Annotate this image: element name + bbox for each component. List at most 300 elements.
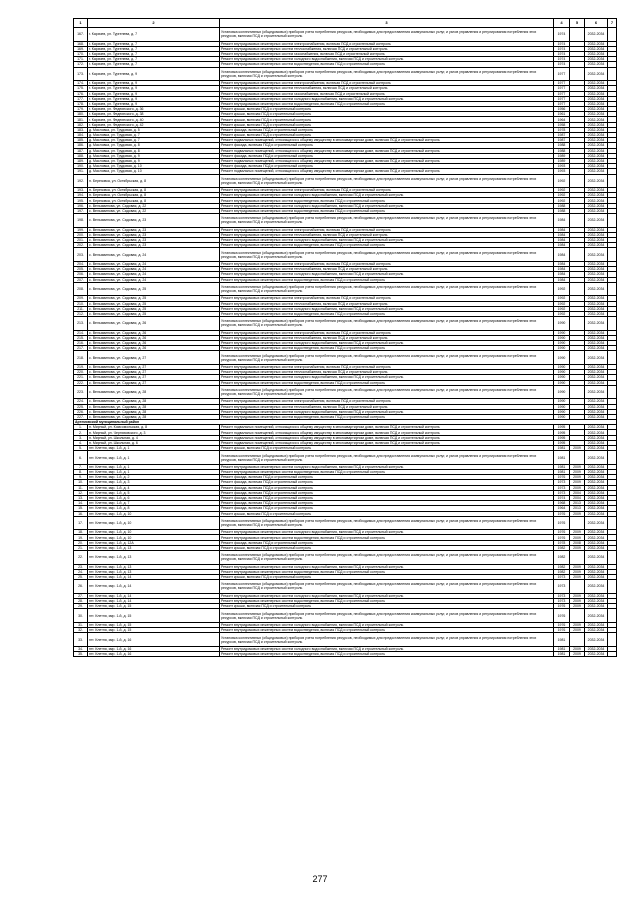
- address-cell: пгт. Клетня, мкр. 1-й, д. 1: [88, 470, 220, 475]
- work-type-cell: Ремонт внутридомовых инженерных систем водоотведения, включая ПСД и строительный контроль: [220, 346, 554, 351]
- planned-period-cell: 2032-2034: [585, 96, 608, 101]
- planned-period-cell: 2032-2034: [585, 67, 608, 81]
- planned-period-cell: 2032-2034: [585, 127, 608, 132]
- year-built-cell: 1973: [554, 485, 570, 490]
- work-type-cell: Установка коллективных (общедомовых) приборов учета потребления ресурсов, необходимых для предоставления коммунальных услуг, и узлов управления и регулирования потребления этих ресурсов, включая ПСД и строительный контроль: [220, 351, 554, 365]
- last-repair-year-cell: [570, 516, 585, 530]
- planned-period-cell: 2032-2034: [585, 435, 608, 440]
- last-repair-year-cell: 2013: [570, 501, 585, 506]
- planned-period-cell: 2032-2034: [585, 490, 608, 495]
- work-type-cell: Ремонт внутридомовых инженерных систем водоотведения, включая ПСД и строительный контроль: [220, 380, 554, 385]
- last-repair-year-cell: 2004: [570, 495, 585, 500]
- row-number: 190.: [74, 164, 88, 169]
- work-type-cell: Установка коллективных (общедомовых) приборов учета потребления ресурсов, необходимых для предоставления коммунальных услуг, и узлов управления и регулирования потребления этих ресурсов, включая ПСД и строительный контроль: [220, 609, 554, 623]
- last-repair-year-cell: 2009: [570, 652, 585, 657]
- address-cell: пгт. Клетня, мкр. 1-й, д. 2: [88, 475, 220, 480]
- row-number: 227.: [74, 414, 88, 419]
- last-repair-year-cell: [570, 174, 585, 188]
- work-type-cell: Ремонт внутридомовых инженерных систем теплоснабжения, включая ПСД и строительный контроль: [220, 86, 554, 91]
- year-built-cell: 1981: [554, 446, 570, 451]
- address-cell: пгт. Клетня, мкр. 1-й, д. 16: [88, 652, 220, 657]
- row-number: 168.: [74, 41, 88, 46]
- work-type-cell: Ремонт внутридомовых инженерных систем водоотведения, включая ПСД и строительный контроль: [220, 243, 554, 248]
- address-cell: с. Вельяминова, ул. Садовая, д. 28: [88, 409, 220, 414]
- planned-period-cell: 2032-2034: [585, 495, 608, 500]
- year-built-cell: 1993: [554, 169, 570, 174]
- work-type-cell: Ремонт внутридомовых инженерных систем водоотведения, включая ПСД и строительный контроль: [220, 198, 554, 203]
- work-type-cell: Ремонт внутридомовых инженерных систем водоотведения, включая ПСД и строительный контроль: [220, 628, 554, 633]
- year-built-cell: 1981: [554, 470, 570, 475]
- planned-period-cell: 2032-2034: [585, 409, 608, 414]
- work-type-cell: Ремонт фасада, включая ПСД и строительный контроль: [220, 164, 554, 169]
- row-number: 201.: [74, 238, 88, 243]
- year-built-cell: 1988: [554, 208, 570, 213]
- year-built-cell: 1981: [554, 646, 570, 651]
- work-type-cell: Ремонт внутридомовых инженерных систем электроснабжения, включая ПСД и строительный контроль: [220, 399, 554, 404]
- year-built-cell: 1992: [554, 193, 570, 198]
- planned-period-cell: 2032-2034: [585, 28, 608, 42]
- planned-period-cell: 2032-2034: [585, 261, 608, 266]
- work-type-cell: Ремонт внутридомовых инженерных систем водоотведения, включая ПСД и строительный контроль: [220, 101, 554, 106]
- address-cell: п. Мирный, ул. Черняховского, д. 3: [88, 430, 220, 435]
- year-built-cell: 1981: [554, 451, 570, 465]
- last-repair-year-cell: [570, 385, 585, 399]
- address-cell: с. Вельяминова, ул. Садовая, д. 22: [88, 208, 220, 213]
- header-cell: 5: [570, 19, 585, 28]
- year-built-cell: 1982: [554, 564, 570, 569]
- work-type-cell: Ремонт внутридомовых инженерных систем электроснабжения, включая ПСД и строительный контроль: [220, 296, 554, 301]
- header-cell: 7: [608, 19, 617, 28]
- row-number: 182.: [74, 122, 88, 127]
- row-number: 34.: [74, 646, 88, 651]
- work-type-cell: Ремонт внутридомовых инженерных систем электроснабжения, включая ПСД и строительный контроль: [220, 41, 554, 46]
- last-repair-year-cell: 2009: [570, 485, 585, 490]
- year-built-cell: 1976: [554, 511, 570, 516]
- row-number: 17.: [74, 516, 88, 530]
- address-cell: г. Карачев, ул. Федеинского, д. 42: [88, 122, 220, 127]
- year-built-cell: 1992: [554, 188, 570, 193]
- row-number: 183.: [74, 127, 88, 132]
- planned-period-cell: 2032-2034: [585, 164, 608, 169]
- year-built-cell: 1956: [554, 107, 570, 112]
- address-cell: пгт. Клетня, мкр. 1-й, д. 15: [88, 604, 220, 609]
- row-number: 193.: [74, 188, 88, 193]
- year-built-cell: 1974: [554, 62, 570, 67]
- row-number: 25.: [74, 575, 88, 580]
- address-cell: д. Масловка, ул. Трудовая, д. 8: [88, 148, 220, 153]
- table-row: [74, 248, 617, 262]
- work-type-cell: Установка коллективных (общедомовых) приборов учета потребления ресурсов, необходимых для предоставления коммунальных услуг, и узлов управления и регулирования потребления этих ресурсов, включая ПСД и строительный контроль: [220, 248, 554, 262]
- address-cell: пгт. Клетня, мкр. 1-й, д. 1: [88, 464, 220, 469]
- row-number: 184.: [74, 133, 88, 138]
- row-number: 35.: [74, 652, 88, 657]
- year-built-cell: 1984: [554, 238, 570, 243]
- table-row: [74, 174, 617, 188]
- address-cell: пгт. Клетня, мкр. 1-й, д. 5: [88, 490, 220, 495]
- work-type-cell: Ремонт крыши, включая ПСД и строительный контроль: [220, 511, 554, 516]
- row-number: 218.: [74, 351, 88, 365]
- work-type-cell: Ремонт внутридомовых инженерных систем теплоснабжения, включая ПСД и строительный контроль: [220, 404, 554, 409]
- year-built-cell: 1984: [554, 261, 570, 266]
- table-row: [74, 580, 617, 594]
- row-number: 225.: [74, 404, 88, 409]
- year-built-cell: 1974: [554, 28, 570, 42]
- year-built-cell: 1981: [554, 652, 570, 657]
- address-cell: д. Масловка, ул. Трудовая, д. 8: [88, 143, 220, 148]
- planned-period-cell: 2032-2034: [585, 296, 608, 301]
- planned-period-cell: 2032-2034: [585, 51, 608, 56]
- planned-period-cell: 2032-2034: [585, 425, 608, 430]
- table-row: [74, 317, 617, 331]
- row-number: 220.: [74, 370, 88, 375]
- work-type-cell: Установка коллективных (общедомовых) приборов учета потребления ресурсов, необходимых для предоставления коммунальных услуг, и узлов управления и регулирования потребления этих ресурсов, включая ПСД и строительный контроль: [220, 385, 554, 399]
- year-built-cell: 1995: [554, 435, 570, 440]
- planned-period-cell: 2032-2034: [585, 335, 608, 340]
- table-row: [74, 451, 617, 465]
- row-number: 6.: [74, 451, 88, 465]
- row-number: 206.: [74, 272, 88, 277]
- planned-period-cell: 2032-2034: [585, 646, 608, 651]
- address-cell: пгт. Клетня, мкр. 1-й, д. 14: [88, 575, 220, 580]
- row-number: 2.: [74, 430, 88, 435]
- last-repair-year-cell: 2009: [570, 535, 585, 540]
- planned-period-cell: 2032-2034: [585, 203, 608, 208]
- note-cell: [608, 580, 617, 594]
- planned-period-cell: 2032-2034: [585, 480, 608, 485]
- address-cell: с. Вельяминова, ул. Садовая, д. 24: [88, 272, 220, 277]
- address-cell: с. Вельяминова, ул. Садовая, д. 25: [88, 306, 220, 311]
- row-number: 30.: [74, 609, 88, 623]
- address-cell: с. Вельяминова, ул. Садовая, д. 26: [88, 341, 220, 346]
- work-type-cell: Установка коллективных (общедомовых) приборов учета потребления ресурсов, необходимых для предоставления коммунальных услуг, и узлов управления и регулирования потребления этих ресурсов, включая ПСД и строительный контроль: [220, 551, 554, 565]
- work-type-cell: Установка коллективных (общедомовых) приборов учета потребления ресурсов, необходимых для предоставления коммунальных услуг, и узлов управления и регулирования потребления этих ресурсов, включая ПСД и строительный контроль: [220, 282, 554, 296]
- year-built-cell: 1978: [554, 127, 570, 132]
- year-built-cell: 1990: [554, 399, 570, 404]
- row-number: 203.: [74, 248, 88, 262]
- address-cell: пгт. Клетня, мкр. 1-й, д. 8: [88, 506, 220, 511]
- section-title: Артемовский муниципальный район: [74, 420, 617, 425]
- address-cell: г. Карачев, ул. Федеинского, д. 40: [88, 117, 220, 122]
- planned-period-cell: 2032-2034: [585, 380, 608, 385]
- address-cell: д. Масловка, ул. Трудовая, д. 7: [88, 133, 220, 138]
- row-number: 180.: [74, 112, 88, 117]
- planned-period-cell: 2032-2034: [585, 272, 608, 277]
- year-built-cell: 1977: [554, 101, 570, 106]
- year-built-cell: 1974: [554, 57, 570, 62]
- address-cell: п. Мирный, ул. Школьная, д. 4: [88, 435, 220, 440]
- row-number: 178.: [74, 101, 88, 106]
- work-type-cell: Ремонт внутридомовых инженерных систем водоотведения, включая ПСД и строительный контроль: [220, 414, 554, 419]
- work-type-cell: Ремонт внутридомовых инженерных систем теплоснабжения, включая ПСД и строительный контроль: [220, 335, 554, 340]
- work-type-cell: Ремонт крыши, включая ПСД и строительный контроль: [220, 604, 554, 609]
- row-number: 175.: [74, 86, 88, 91]
- work-type-cell: Ремонт подвальных помещений, относящихся к общему имуществу в многоквартирном доме, включая ПСД и строительный контроль: [220, 430, 554, 435]
- address-cell: с. Вельяминова, ул. Садовая, д. 24: [88, 267, 220, 272]
- planned-period-cell: 2032-2034: [585, 122, 608, 127]
- planned-period-cell: 2032-2034: [585, 598, 608, 603]
- row-number: 19.: [74, 535, 88, 540]
- work-type-cell: Ремонт внутридомовых инженерных систем водоотведения, включая ПСД и строительный контроль: [220, 208, 554, 213]
- address-cell: пгт. Клетня, мкр. 1-й, д. 14: [88, 593, 220, 598]
- note-cell: [608, 248, 617, 262]
- work-type-cell: Ремонт внутридомовых инженерных систем холодного водоснабжения, включая ПСД и строительный контроль: [220, 564, 554, 569]
- year-built-cell: 1961: [554, 112, 570, 117]
- row-number: 219.: [74, 365, 88, 370]
- address-cell: с. Вельяминова, ул. Садовая, д. 26: [88, 317, 220, 331]
- table-row: [74, 385, 617, 399]
- planned-period-cell: 2032-2034: [585, 446, 608, 451]
- work-type-cell: Ремонт крыши, включая ПСД и строительный контроль: [220, 446, 554, 451]
- year-built-cell: 1990: [554, 375, 570, 380]
- work-type-cell: Ремонт подвальных помещений, относящихся к общему имуществу в многоквартирном доме, включая ПСД и строительный контроль: [220, 138, 554, 143]
- planned-period-cell: 2032-2034: [585, 506, 608, 511]
- row-number: 208.: [74, 282, 88, 296]
- address-cell: пгт. Клетня, мкр. 1-й, д. 13: [88, 551, 220, 565]
- address-cell: с. Вельяминова, ул. Садовая, д. 28: [88, 414, 220, 419]
- row-number: 187.: [74, 148, 88, 153]
- row-number: 195.: [74, 198, 88, 203]
- row-number: 179.: [74, 107, 88, 112]
- planned-period-cell: 2032-2034: [585, 414, 608, 419]
- year-built-cell: 1988: [554, 148, 570, 153]
- work-type-cell: Ремонт внутридомовых инженерных систем теплоснабжения, включая ПСД и строительный контроль: [220, 267, 554, 272]
- last-repair-year-cell: [570, 282, 585, 296]
- year-built-cell: 1981: [554, 464, 570, 469]
- planned-period-cell: 2032-2034: [585, 46, 608, 51]
- year-built-cell: 1990: [554, 317, 570, 331]
- address-cell: с. Вельяминова, ул. Садовая, д. 23: [88, 243, 220, 248]
- address-cell: с. Вельяминова, ул. Садовая, д. 26: [88, 330, 220, 335]
- last-repair-year-cell: [570, 551, 585, 565]
- note-cell: [608, 214, 617, 228]
- work-type-cell: Ремонт внутридомовых инженерных систем водоотведения, включая ПСД и строительный контроль: [220, 311, 554, 316]
- row-number: 181.: [74, 117, 88, 122]
- planned-period-cell: 2032-2034: [585, 248, 608, 262]
- work-type-cell: Ремонт внутридомовых инженерных систем холодного водоснабжения, включая ПСД и строительный контроль: [220, 593, 554, 598]
- year-built-cell: 1992: [554, 174, 570, 188]
- row-number: 215.: [74, 335, 88, 340]
- year-built-cell: 1976: [554, 604, 570, 609]
- row-number: 173.: [74, 67, 88, 81]
- year-built-cell: 1977: [554, 86, 570, 91]
- work-type-cell: Ремонт внутридомовых инженерных систем холодного водоснабжения, включая ПСД и строительный контроль: [220, 530, 554, 535]
- year-built-cell: 1992: [554, 198, 570, 203]
- year-built-cell: 1995: [554, 430, 570, 435]
- last-repair-year-cell: [570, 451, 585, 465]
- year-built-cell: 1990: [554, 346, 570, 351]
- planned-period-cell: 2032-2034: [585, 430, 608, 435]
- planned-period-cell: 2032-2034: [585, 101, 608, 106]
- address-cell: г. Карачев, ул. Тургенева, д. 9: [88, 86, 220, 91]
- year-built-cell: 1990: [554, 335, 570, 340]
- address-cell: пгт. Клетня, мкр. 1-й, д. 1: [88, 446, 220, 451]
- address-cell: п. Березовка, ул. Октябрьская, д. 8: [88, 198, 220, 203]
- address-cell: пгт. Клетня, мкр. 1-й, д. 13: [88, 569, 220, 574]
- planned-period-cell: 2032-2034: [585, 375, 608, 380]
- year-built-cell: 1978: [554, 540, 570, 545]
- planned-period-cell: 2032-2034: [585, 117, 608, 122]
- row-number: 4.: [74, 440, 88, 445]
- year-built-cell: 1990: [554, 370, 570, 375]
- last-repair-year-cell: 2009: [570, 446, 585, 451]
- year-built-cell: 1992: [554, 306, 570, 311]
- address-cell: пгт. Клетня, мкр. 1-й, д. 13: [88, 564, 220, 569]
- year-built-cell: 1977: [554, 81, 570, 86]
- year-built-cell: 1990: [554, 330, 570, 335]
- work-type-cell: Ремонт подвальных помещений, относящихся к общему имуществу в многоквартирном доме, включая ПСД и строительный контроль: [220, 148, 554, 153]
- address-cell: пгт. Клетня, мкр. 1-й, д. 16: [88, 646, 220, 651]
- planned-period-cell: 2032-2034: [585, 404, 608, 409]
- row-number: 31.: [74, 622, 88, 627]
- planned-period-cell: 2032-2034: [585, 475, 608, 480]
- last-repair-year-cell: [570, 28, 585, 42]
- address-cell: п. Березовка, ул. Октябрьская, д. 8: [88, 188, 220, 193]
- year-built-cell: 1990: [554, 404, 570, 409]
- work-type-cell: Ремонт внутридомовых инженерных систем холодного водоснабжения, включая ПСД и строительный контроль: [220, 193, 554, 198]
- planned-period-cell: 2032-2034: [585, 41, 608, 46]
- planned-period-cell: 2032-2034: [585, 169, 608, 174]
- planned-period-cell: 2032-2034: [585, 188, 608, 193]
- planned-period-cell: 2032-2034: [585, 593, 608, 598]
- last-repair-year-cell: 2009: [570, 622, 585, 627]
- work-type-cell: Ремонт фасада, включая ПСД и строительный контроль: [220, 153, 554, 158]
- planned-period-cell: 2032-2034: [585, 208, 608, 213]
- work-type-cell: Ремонт фасада, включая ПСД и строительный контроль: [220, 506, 554, 511]
- row-number: 8.: [74, 470, 88, 475]
- row-number: 185.: [74, 138, 88, 143]
- row-number: 22.: [74, 551, 88, 565]
- work-type-cell: Ремонт фасада, включая ПСД и строительный контроль: [220, 490, 554, 495]
- row-number: 23.: [74, 564, 88, 569]
- work-type-cell: Ремонт внутридомовых инженерных систем холодного водоснабжения, включая ПСД и строительный контроль: [220, 203, 554, 208]
- row-number: 24.: [74, 569, 88, 574]
- last-repair-year-cell: [570, 580, 585, 594]
- work-type-cell: Установка коллективных (общедомовых) приборов учета потребления ресурсов, необходимых для предоставления коммунальных услуг, и узлов управления и регулирования потребления этих ресурсов, включая ПСД и строительный контроль: [220, 580, 554, 594]
- address-cell: г. Карачев, ул. Тургенева, д. 9: [88, 96, 220, 101]
- address-cell: с. Вельяминова, ул. Садовая, д. 26: [88, 335, 220, 340]
- row-number: 198.: [74, 214, 88, 228]
- row-number: 216.: [74, 341, 88, 346]
- row-number: 226.: [74, 409, 88, 414]
- year-built-cell: 1973: [554, 580, 570, 594]
- planned-period-cell: 2032-2034: [585, 530, 608, 535]
- note-cell: [608, 67, 617, 81]
- address-cell: пгт. Клетня, мкр. 1-й, д. 6: [88, 495, 220, 500]
- planned-period-cell: 2032-2034: [585, 346, 608, 351]
- row-number: 12.: [74, 490, 88, 495]
- planned-period-cell: 2032-2034: [585, 227, 608, 232]
- planned-period-cell: 2032-2034: [585, 564, 608, 569]
- address-cell: с. Вельяминова, ул. Садовая, д. 28: [88, 385, 220, 399]
- work-type-cell: Ремонт внутридомовых инженерных систем холодного водоснабжения, включая ПСД и строительный контроль: [220, 622, 554, 627]
- address-cell: с. Вельяминова, ул. Садовая, д. 24: [88, 261, 220, 266]
- row-number: 213.: [74, 317, 88, 331]
- address-cell: с. Вельяминова, ул. Садовая, д. 24: [88, 277, 220, 282]
- work-type-cell: Ремонт внутридомовых инженерных систем теплоснабжения, включая ПСД и строительный контроль: [220, 46, 554, 51]
- planned-period-cell: 2032-2034: [585, 516, 608, 530]
- last-repair-year-cell: 2009: [570, 604, 585, 609]
- header-cell: 6: [585, 19, 608, 28]
- year-built-cell: 1990: [554, 409, 570, 414]
- planned-period-cell: 2032-2034: [585, 545, 608, 550]
- year-built-cell: 1987: [554, 138, 570, 143]
- work-type-cell: Ремонт внутридомовых инженерных систем теплоснабжения, включая ПСД и строительный контроль: [220, 301, 554, 306]
- table-row: [74, 609, 617, 623]
- planned-period-cell: 2032-2034: [585, 470, 608, 475]
- year-built-cell: 1973: [554, 593, 570, 598]
- work-type-cell: Ремонт крыши, включая ПСД и строительный контроль: [220, 117, 554, 122]
- row-number: 207.: [74, 277, 88, 282]
- planned-period-cell: 2032-2034: [585, 330, 608, 335]
- row-number: 197.: [74, 208, 88, 213]
- year-built-cell: 1964: [554, 506, 570, 511]
- year-built-cell: 1976: [554, 530, 570, 535]
- planned-period-cell: 2032-2034: [585, 652, 608, 657]
- last-repair-year-cell: [570, 67, 585, 81]
- address-cell: пгт. Клетня, мкр. 1-й, д. 15: [88, 609, 220, 623]
- row-number: 11.: [74, 485, 88, 490]
- planned-period-cell: 2032-2034: [585, 628, 608, 633]
- work-type-cell: Установка коллективных (общедомовых) приборов учета потребления ресурсов, необходимых для предоставления коммунальных услуг, и узлов управления и регулирования потребления этих ресурсов, включая ПСД и строительный контроль: [220, 451, 554, 465]
- address-cell: пгт. Клетня, мкр. 1-й, д. 10: [88, 516, 220, 530]
- year-built-cell: 1976: [554, 609, 570, 623]
- work-type-cell: Ремонт внутридомовых инженерных систем холодного водоснабжения, включая ПСД и строительный контроль: [220, 464, 554, 469]
- planned-period-cell: 2032-2034: [585, 133, 608, 138]
- work-type-cell: Ремонт внутридомовых инженерных систем водоотведения, включая ПСД и строительный контроль: [220, 277, 554, 282]
- year-built-cell: 1992: [554, 296, 570, 301]
- year-built-cell: 1989: [554, 153, 570, 158]
- planned-period-cell: 2032-2034: [585, 511, 608, 516]
- year-built-cell: 1974: [554, 51, 570, 56]
- last-repair-year-cell: 2009: [570, 511, 585, 516]
- row-number: 16.: [74, 511, 88, 516]
- work-type-cell: Ремонт фасада, включая ПСД и строительный контроль: [220, 127, 554, 132]
- row-number: 15.: [74, 506, 88, 511]
- year-built-cell: 1976: [554, 535, 570, 540]
- row-number: 189.: [74, 158, 88, 163]
- row-number: 221.: [74, 375, 88, 380]
- year-built-cell: 1984: [554, 267, 570, 272]
- planned-period-cell: 2032-2034: [585, 232, 608, 237]
- work-type-cell: Установка коллективных (общедомовых) приборов учета потребления ресурсов, необходимых для предоставления коммунальных услуг, и узлов управления и регулирования потребления этих ресурсов, включая ПСД и строительный контроль: [220, 67, 554, 81]
- address-cell: г. Карачев, ул. Тургенева, д. 7: [88, 57, 220, 62]
- note-cell: [608, 351, 617, 365]
- year-built-cell: 1976: [554, 622, 570, 627]
- address-cell: с. Вельяминова, ул. Садовая, д. 23: [88, 238, 220, 243]
- year-built-cell: 1982: [554, 551, 570, 565]
- work-type-cell: Ремонт подвальных помещений, относящихся к общему имуществу в многоквартирном доме, включая ПСД и строительный контроль: [220, 440, 554, 445]
- work-type-cell: Ремонт внутридомовых инженерных систем электроснабжения, включая ПСД и строительный контроль: [220, 81, 554, 86]
- address-cell: с. Вельяминова, ул. Садовая, д. 25: [88, 282, 220, 296]
- work-type-cell: Ремонт внутридомовых инженерных систем теплоснабжения, включая ПСД и строительный контроль: [220, 370, 554, 375]
- planned-period-cell: 2032-2034: [585, 485, 608, 490]
- planned-period-cell: 2032-2034: [585, 282, 608, 296]
- work-type-cell: Ремонт подвальных помещений, относящихся к общему имуществу в многоквартирном доме, включая ПСД и строительный контроль: [220, 169, 554, 174]
- last-repair-year-cell: 2009: [570, 545, 585, 550]
- planned-period-cell: 2032-2034: [585, 365, 608, 370]
- table-row: [74, 67, 617, 81]
- address-cell: г. Карачев, ул. Тургенева, д. 7: [88, 51, 220, 56]
- row-number: 167.: [74, 28, 88, 42]
- row-number: 212.: [74, 311, 88, 316]
- row-number: 186.: [74, 143, 88, 148]
- note-cell: [608, 551, 617, 565]
- planned-period-cell: 2032-2034: [585, 622, 608, 627]
- work-type-cell: Ремонт внутридомовых инженерных систем электроснабжения, включая ПСД и строительный контроль: [220, 365, 554, 370]
- work-type-cell: Ремонт внутридомовых инженерных систем водоотведения, включая ПСД и строительный контроль: [220, 569, 554, 574]
- address-cell: п. Березовка, ул. Октябрьская, д. 8: [88, 174, 220, 188]
- last-repair-year-cell: 2009: [570, 628, 585, 633]
